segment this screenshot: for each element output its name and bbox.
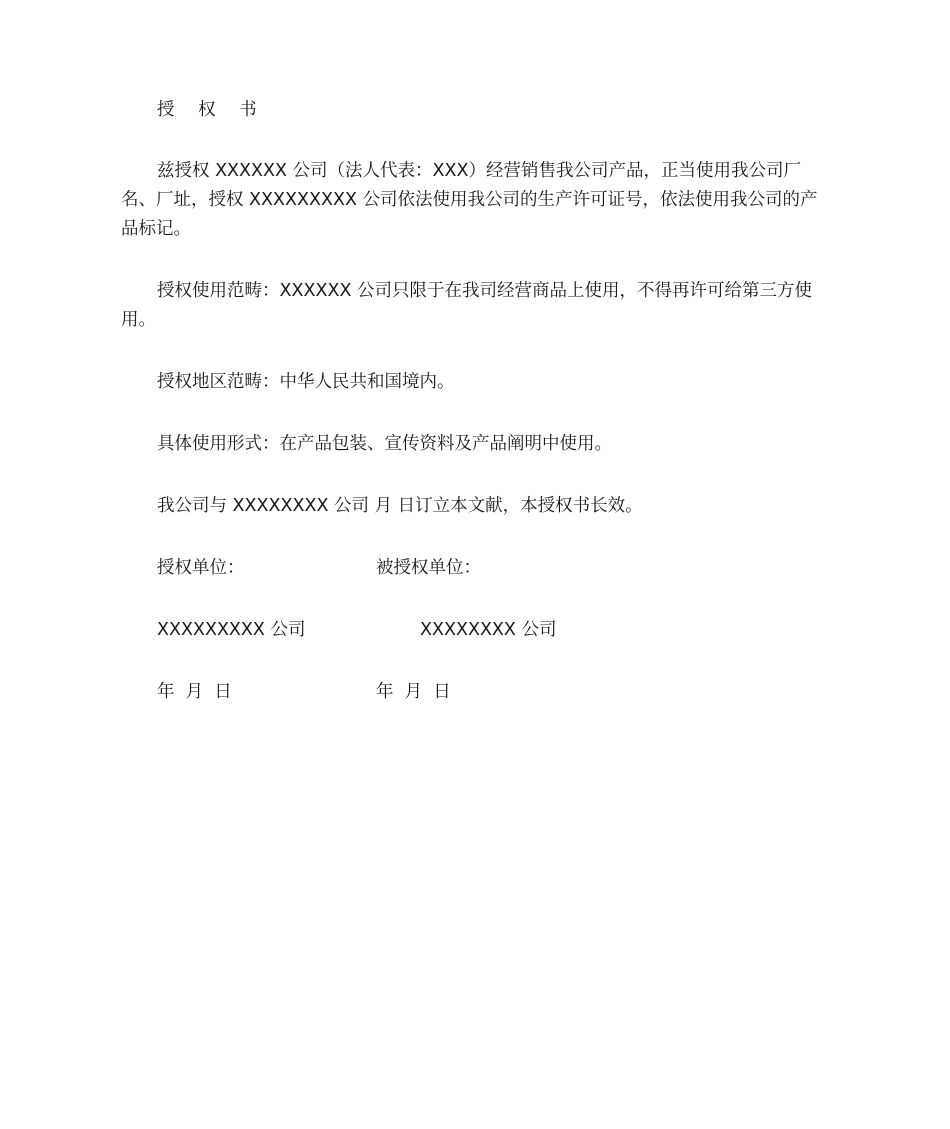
paragraph-usage-scope: 授权使用范畴：XXXXXX 公司只限于在我司经营商品上使用，不得再许可给第三方使用。: [121, 281, 812, 330]
paragraph-usage-form: 具体使用形式：在产品包装、宣传资料及产品阐明中使用。: [157, 434, 612, 454]
paragraph-validity: 我公司与 XXXXXXXX 公司 月 日订立本文献，本授权书长效。: [157, 496, 643, 516]
paragraph-authorization: 兹授权 XXXXXX 公司（法人代表：XXX）经营销售我公司产品，正当使用我公司厂名、厂址，授权 XXXXXXXXX 公司依法使用我公司的生产许可证号，依法使用我公司的产品标记。: [121, 161, 818, 239]
grantee-company: XXXXXXXX 公司: [420, 620, 557, 640]
grantee-label: 被授权单位：: [376, 558, 481, 578]
grantor-company: XXXXXXXXX 公司: [157, 620, 306, 640]
grantor-date: 年 月 日: [157, 682, 232, 702]
grantor-label: 授权单位：: [157, 558, 245, 578]
document-title: 授 权 书: [157, 100, 266, 120]
grantee-date: 年 月 日: [376, 682, 451, 702]
paragraph-region-scope: 授权地区范畴：中华人民共和国境内。: [157, 372, 455, 392]
